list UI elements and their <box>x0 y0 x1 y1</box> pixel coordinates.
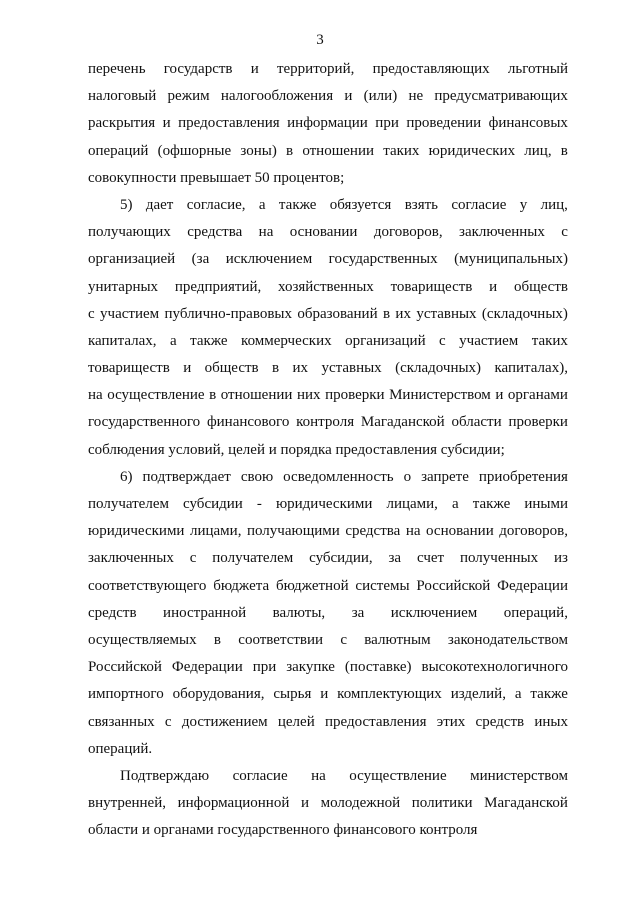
text-line: унитарных предприятий, хозяйственных товариществ и обществ <box>88 278 568 295</box>
text-line: получающих средства на основании договоров, заключенных с <box>88 224 568 241</box>
text-line: операций. <box>88 740 153 757</box>
text-line: перечень государств и территорий, предоставляющих льготный <box>88 61 568 77</box>
paragraph <box>88 192 568 464</box>
paragraph <box>88 464 568 763</box>
text-line: с участием публично-правовых образований в их уставных (складочных) <box>88 305 568 322</box>
text-line: на осуществление в отношении них проверки Министерством и органами <box>88 387 568 404</box>
text-line: налоговый режим налогообложения и (или) не предусматривающих <box>88 88 568 105</box>
text-line: связанных с достижением целей предоставления этих средств иных <box>88 713 568 730</box>
text-line: соблюдения условий, целей и порядка предоставления субсидии; <box>88 441 505 458</box>
document-body <box>88 56 568 844</box>
paragraph <box>88 763 568 845</box>
paragraph <box>88 56 568 192</box>
text-line: осуществляемых в соответствии с валютным законодательством <box>88 631 568 648</box>
text-line: области и органами государственного финансового контроля <box>88 822 478 839</box>
text-line: товариществ и обществ в их уставных (складочных) капиталах), <box>88 360 568 377</box>
text-line: соответствующего бюджета бюджетной системы Российской Федерации <box>88 577 568 594</box>
text-line: заключенных с получателем субсидии, за счет полученных из <box>88 550 568 567</box>
text-line: Подтверждаю согласие на осуществление министерством <box>120 767 568 784</box>
text-line: совокупности превышает 50 процентов; <box>88 169 345 186</box>
page-number: 3 <box>316 32 324 48</box>
text-line: средств иностранной валюты, за исключением операций, <box>88 604 568 621</box>
text-line: Российской Федерации при закупке (поставке) высокотехнологичного <box>88 659 568 676</box>
text-line: операций (офшорные зоны) в отношении таких юридических лиц, в <box>88 142 568 159</box>
text-line: раскрытия и предоставления информации при проведении финансовых <box>88 115 568 132</box>
text-line: капиталах, а также коммерческих организаций с участием таких <box>88 332 568 349</box>
text-line: импортного оборудования, сырья и комплектующих изделий, а также <box>88 686 568 703</box>
text-line: 5) дает согласие, а также обязуется взять согласие у лиц, <box>120 196 568 213</box>
text-line: 6) подтверждает свою осведомленность о запрете приобретения <box>120 468 568 485</box>
text-line: получателем субсидии - юридическими лицами, а также иными <box>88 496 568 512</box>
text-line: организацией (за исключением государственных (муниципальных) <box>88 251 568 268</box>
text-line: юридическими лицами, получающими средства на основании договоров, <box>88 523 568 540</box>
text-line: внутренней, информационной и молодежной политики Магаданской <box>88 795 568 812</box>
text-line: государственного финансового контроля Магаданской области проверки <box>88 414 568 431</box>
